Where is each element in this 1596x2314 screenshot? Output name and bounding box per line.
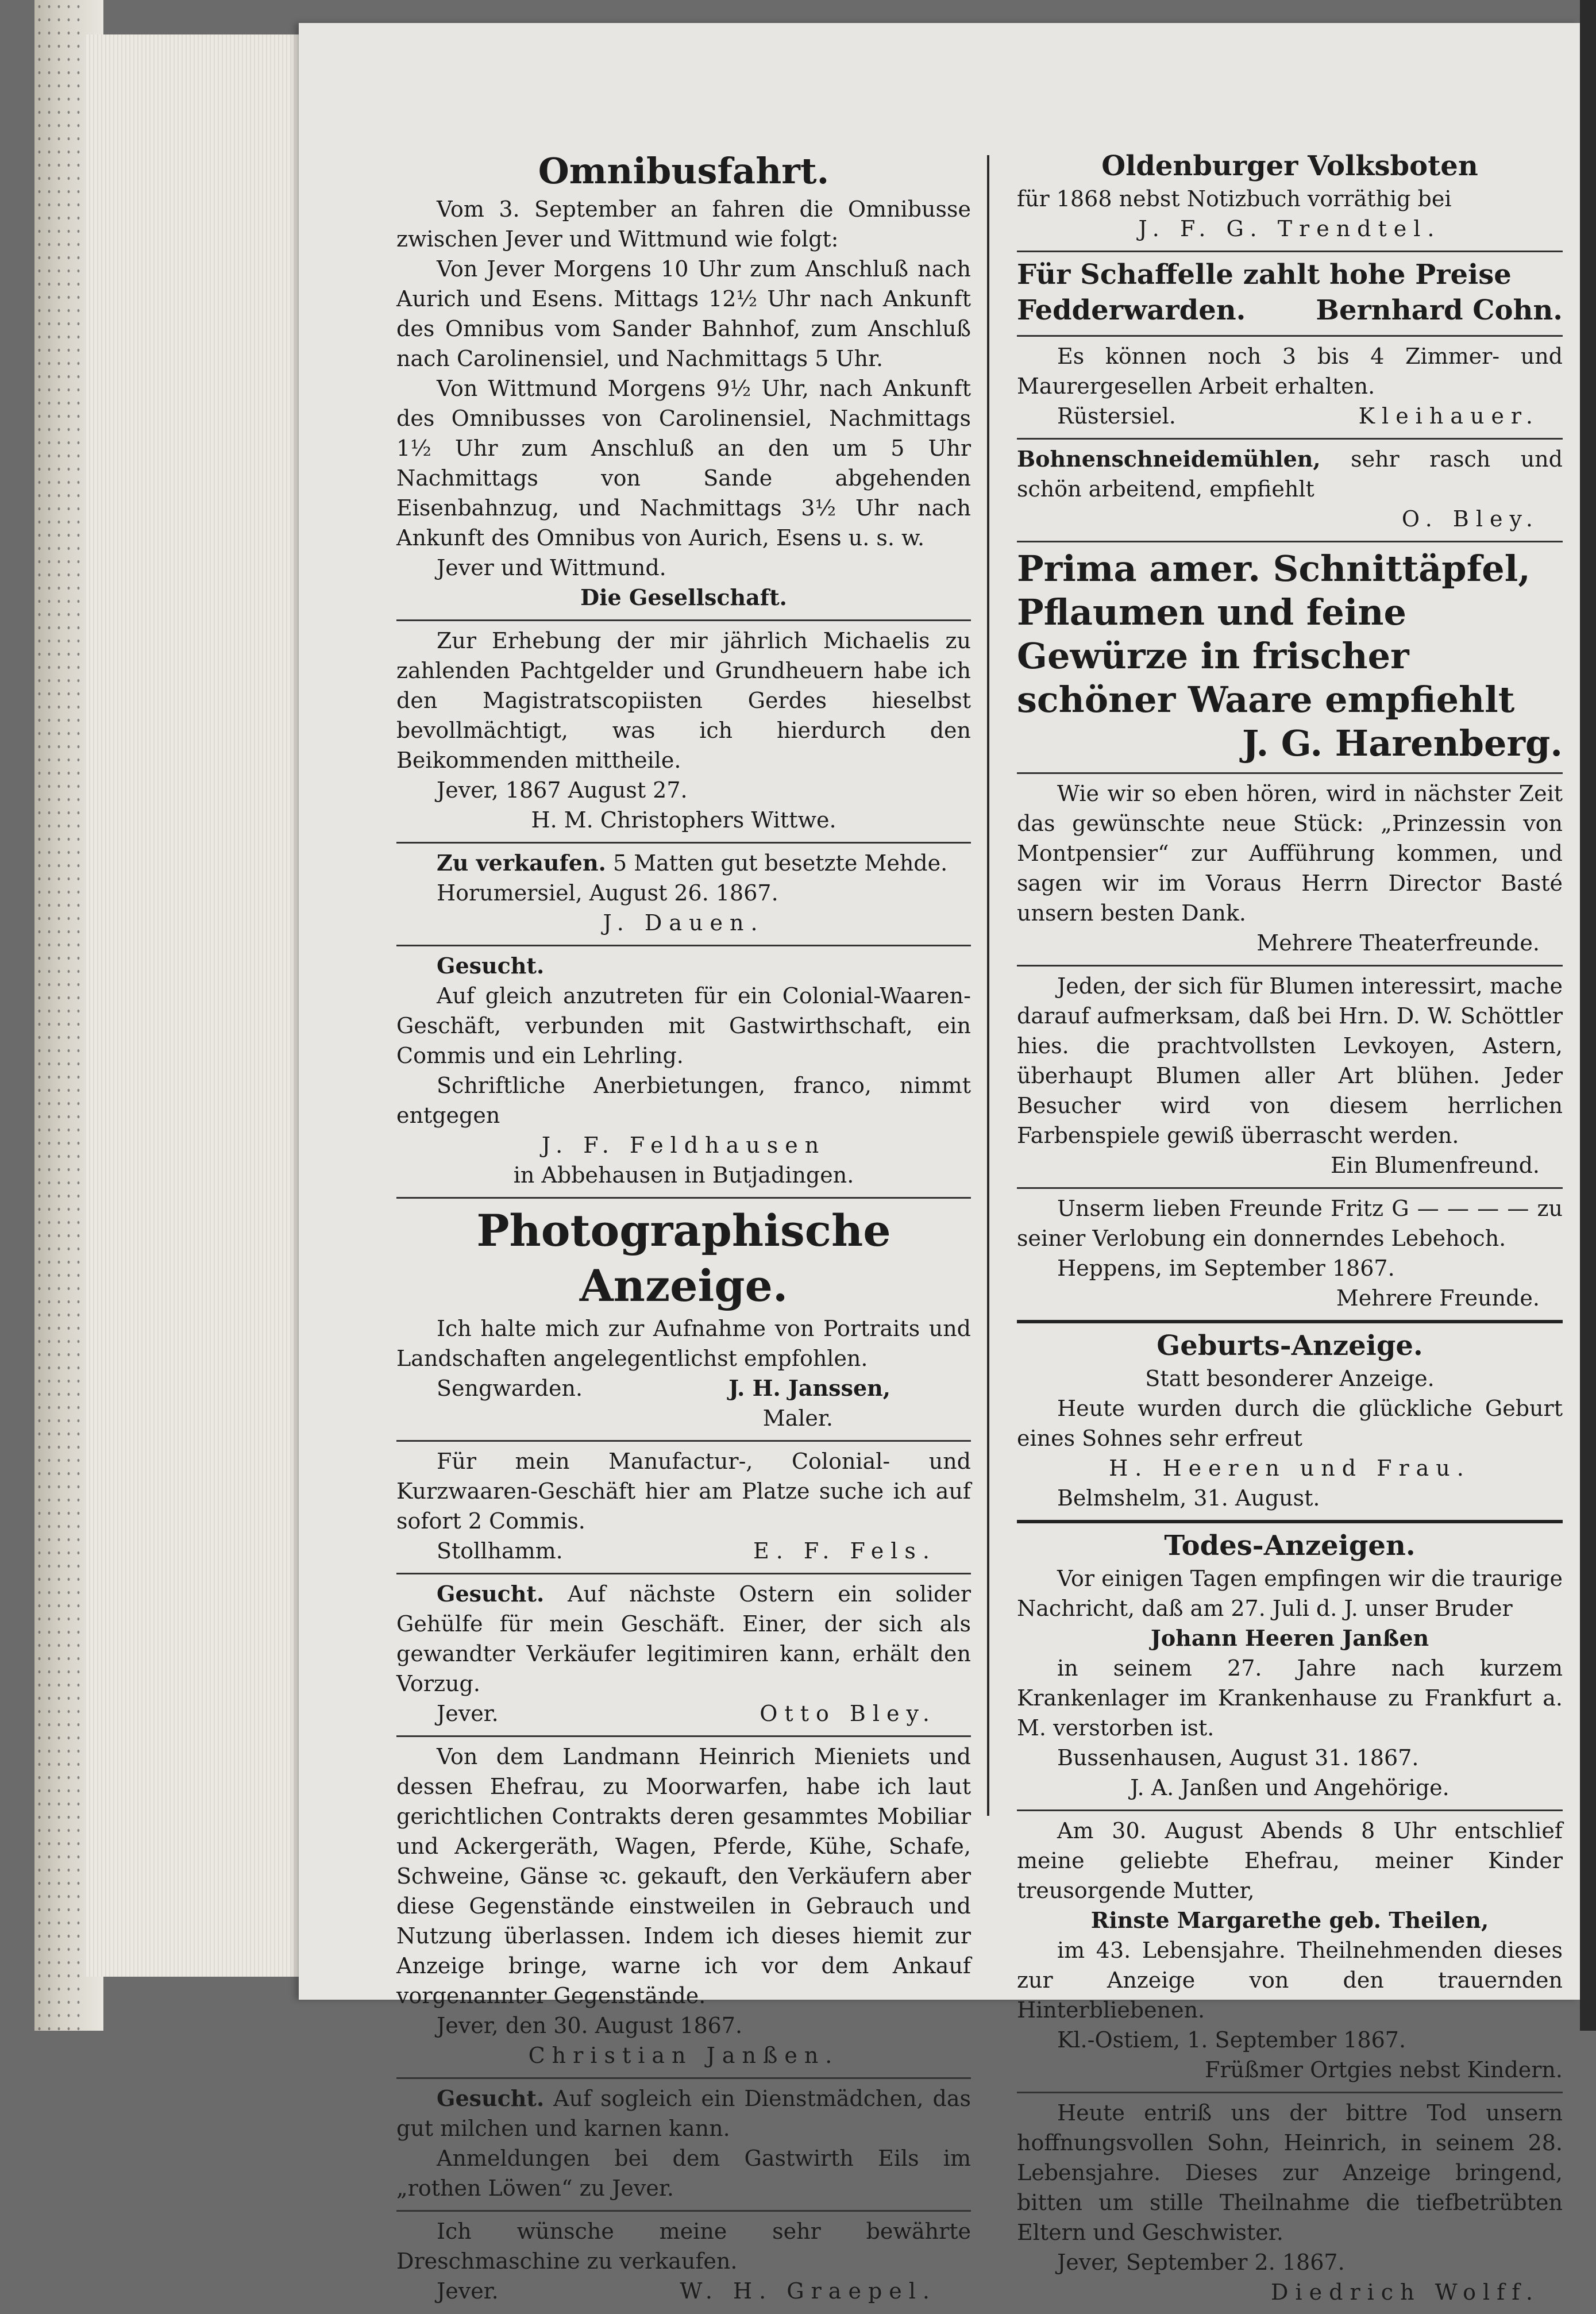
- schaffelle-title: Für Schaffelle zahlt hohe Preise: [1017, 259, 1512, 291]
- rinste-text2: im 43. Lebensjahre. Theilnehmenden dieses zur Anzeige von den trauernden Hinterbliebenen.: [1017, 1938, 1563, 2023]
- omnibus-place: Jever und Wittmund.: [437, 555, 666, 580]
- ad-dresch: [396, 2212, 971, 2313]
- ad-gesucht-maedchen: [396, 2079, 971, 2212]
- verkaufen-place: Horumersiel, August 26. 1867.: [437, 880, 778, 906]
- commis-signature: E. F. Fels.: [753, 1538, 936, 1564]
- todes-title: Todes-Anzeigen.: [1164, 1530, 1416, 1562]
- prima-title: Prima amer. Schnittäpfel, Pflaumen und feine Gewürze in frischer schöner Waare empfiehlt: [1017, 548, 1531, 721]
- ad-commis: [396, 1442, 971, 1574]
- landmann-signature: Christian Janßen.: [528, 2043, 839, 2068]
- bohnen-signature: O. Bley.: [1401, 506, 1540, 532]
- pacht-text: Zur Erhebung der mir jährlich Michaelis zu zahlenden Pachtgelder und Grundheuern habe ich den Magistratscopiisten Gerdes hieselbst bevollmächtigt, was ich hierdurch den Beikommenden mittheile.: [396, 628, 971, 773]
- rinste-text: Am 30. August Abends 8 Uhr entschlief meine geliebte Ehefrau, meiner Kinder treusorgende Mutter,: [1017, 1818, 1563, 1903]
- heinrich-signature: Diedrich Wolff.: [1271, 2280, 1540, 2305]
- prima-signature: J. G. Harenberg.: [1242, 722, 1563, 764]
- pacht-signature: H. M. Christophers Wittwe.: [531, 807, 836, 833]
- todes-name: Johann Heeren Janßen: [1150, 1625, 1429, 1651]
- ad-bohnen: [1017, 440, 1563, 542]
- omnibus-text: Von Wittmund Morgens 9½ Uhr, nach Ankunft des Omnibusses von Carolinensiel, Nachmittags 1½ Uhr zum Anschluß an den um 5 Uhr Nachmittags von Sande abgehenden Eisenbahnzug, und Nachmittags 3½ Uhr nach Ankunft des Omnibus von Aurich, Esens u. s. w.: [396, 376, 971, 550]
- gesucht2-head: Gesucht.: [437, 1581, 545, 1607]
- verkaufen-head: Zu verkaufen.: [437, 850, 606, 876]
- omnibus-signature: Die Gesellschaft.: [580, 584, 787, 610]
- ad-todes: [1017, 1523, 1563, 1811]
- ad-geburt: [1017, 1323, 1563, 1523]
- heinrich-text: Heute entriß uns der bittre Tod unsern hoffnungsvollen Sohn, Heinrich, in seinem 28. Lebensjahre. Dieses zur Anzeige bringend, bitten um stille Theilnahme die tiefbetrübten Eltern und Geschwister.: [1017, 2100, 1563, 2245]
- ad-gesucht-commis: [396, 946, 971, 1199]
- ad-pacht: [396, 621, 971, 844]
- volksbote-title: Oldenburger Volksboten: [1101, 150, 1478, 182]
- photo-text: Ich halte mich zur Aufnahme von Portraits und Landschaften angelegentlichst empfohlen.: [396, 1316, 971, 1371]
- zimmer-place: Rüstersiel.: [1057, 403, 1176, 429]
- ad-blumen: [1017, 967, 1563, 1189]
- fritz-signature: Mehrere Freunde.: [1336, 1285, 1540, 1311]
- ad-volksbote: [1017, 144, 1563, 252]
- rinste-signature: Früßmer Ortgies nebst Kindern.: [1205, 2057, 1563, 2082]
- theater-signature: Mehrere Theaterfreunde.: [1256, 930, 1540, 956]
- speckled-edge: [34, 0, 86, 2031]
- gesucht1-text: Auf gleich anzutreten für ein Colonial-Waaren-Geschäft, verbunden mit Gastwirthschaft, ein Commis und ein Lehrling.: [396, 983, 971, 1068]
- theater-text: Wie wir so eben hören, wird in nächster Zeit das gewünschte neue Stück: „Prinzessin von Montpensier“ zur Aufführung kommen, und sagen wir im Voraus Herrn Director Basté unsern besten Dank.: [1017, 781, 1563, 926]
- ad-heinrich: [1017, 2093, 1563, 2314]
- photo-title: Photographische Anzeige.: [476, 1205, 891, 1311]
- commis-place: Stollhamm.: [437, 1538, 563, 1564]
- photo-signature: J. H. Janssen,: [728, 1375, 890, 1401]
- ad-prima: [1017, 542, 1563, 774]
- gesucht3-text: Auf sogleich ein Dienstmädchen, das gut milchen und karnen kann.: [396, 2086, 971, 2141]
- dresch-place: Jever.: [437, 2278, 499, 2304]
- blumen-text: Jeden, der sich für Blumen interessirt, mache darauf aufmerksam, daß bei Hrn. D. W. Schöttler hies. die prachtvollsten Levkoyen, Astern, überhaupt Blumen aller Art blühen. Jeder Besucher wird von diesem herrlichen Farbenspiele gewiß überrascht werden.: [1017, 973, 1563, 1148]
- page-stack: [86, 34, 316, 1977]
- geburt-signature: H. Heeren und Frau.: [1109, 1456, 1471, 1481]
- landmann-text: Von dem Landmann Heinrich Mieniets und dessen Ehefrau, zu Moorwarfen, habe ich laut gerichtlichen Contrakts deren gesammtes Mobiliar und Ackergeräth, Wagen, Pferde, Kühe, Schafe, Schweine, Gänse ꝛc. gekauft, den Verkäufern aber diese Gegenstände einstweilen in Gebrauch und Nutzung überlassen. Indem ich dieses hiemit zur Anzeige bringe, warne ich vor dem Ankauf vorgenannter Gegenstände.: [396, 1744, 971, 2008]
- ad-landmann: [396, 1737, 971, 2079]
- verkaufen-signature: J. Dauen.: [603, 910, 765, 935]
- todes-text2: in seinem 27. Jahre nach kurzem Krankenlager im Krankenhause zu Frankfurt a. M. verstorben ist.: [1017, 1655, 1563, 1741]
- ad-photo: [396, 1199, 971, 1442]
- geburt-title: Geburts-Anzeige.: [1156, 1330, 1423, 1362]
- ad-zimmer: [1017, 337, 1563, 440]
- verkaufen-text: 5 Matten gut besetzte Mehde.: [612, 850, 948, 876]
- rinste-name: Rinste Margarethe geb. Theilen,: [1090, 1907, 1489, 1933]
- todes-signature: J. A. Janßen und Angehörige.: [1130, 1775, 1449, 1800]
- ad-verkaufen: [396, 844, 971, 946]
- ad-omnibus: [396, 144, 971, 621]
- ad-schaffelle: [1017, 252, 1563, 337]
- column-divider: [987, 155, 989, 1816]
- gesucht2-place: Jever.: [437, 1701, 499, 1726]
- gesucht2-text: Auf nächste Ostern ein solider Gehülfe für mein Geschäft. Einer, der sich als gewandter Verkäufer legitimiren kann, erhält den Vorzug.: [396, 1581, 971, 1696]
- zimmer-signature: Kleihauer.: [1358, 403, 1540, 429]
- zimmer-text: Es können noch 3 bis 4 Zimmer- und Maurergesellen Arbeit erhalten.: [1017, 344, 1563, 399]
- ad-rinste: [1017, 1811, 1563, 2093]
- omnibus-text: Vom 3. September an fahren die Omnibusse zwischen Jever und Wittmund wie folgt:: [396, 197, 971, 252]
- bohnen-head: Bohnenschneidemühlen,: [1017, 446, 1321, 472]
- bohnen-text: sehr rasch und schön arbeitend, empfiehlt: [1017, 446, 1563, 502]
- gesucht1-head: Gesucht.: [437, 953, 545, 979]
- ad-theater: [1017, 774, 1563, 967]
- blumen-signature: Ein Blumenfreund.: [1330, 1153, 1540, 1178]
- geburt-text: Heute wurden durch die glückliche Geburt eines Sohnes sehr erfreut: [1017, 1396, 1563, 1451]
- gesucht1-signature: J. F. Feldhausen: [541, 1133, 826, 1158]
- heinrich-place: Jever, September 2. 1867.: [1057, 2250, 1345, 2275]
- gesucht3-head: Gesucht.: [437, 2085, 545, 2111]
- rinste-place: Kl.-Ostiem, 1. September 1867.: [1057, 2027, 1406, 2053]
- todes-place: Bussenhausen, August 31. 1867.: [1057, 1745, 1419, 1770]
- gesucht1-place: in Abbehausen in Butjadingen.: [513, 1162, 854, 1188]
- dresch-text: Ich wünsche meine sehr bewährte Dreschmaschine zu verkaufen.: [396, 2219, 971, 2274]
- landmann-place: Jever, den 30. August 1867.: [437, 2013, 743, 2038]
- commis-text: Für mein Manufactur-, Colonial- und Kurzwaaren-Geschäft hier am Platze suche ich auf sofort 2 Commis.: [396, 1449, 971, 1534]
- volksbote-text: für 1868 nebst Notizbuch vorräthig bei: [1017, 186, 1452, 211]
- ad-fritz: [1017, 1189, 1563, 1323]
- volksbote-signature: J. F. G. Trendtel.: [1138, 216, 1441, 241]
- fritz-text: Unserm lieben Freunde Fritz G — — — — zu seiner Verlobung ein donnerndes Lebehoch.: [1017, 1196, 1563, 1251]
- omnibus-title: Omnibusfahrt.: [538, 150, 830, 192]
- scan-border: [1580, 0, 1596, 2031]
- geburt-place: Belmshelm, 31. August.: [1057, 1485, 1320, 1511]
- photo-place: Sengwarden.: [437, 1376, 583, 1401]
- left-column: [396, 144, 971, 2313]
- geburt-sub: Statt besonderer Anzeige.: [1145, 1366, 1435, 1391]
- fritz-place: Heppens, im September 1867.: [1057, 1256, 1395, 1281]
- gesucht2-signature: Otto Bley.: [760, 1701, 936, 1726]
- dresch-signature: W. H. Graepel.: [680, 2278, 936, 2304]
- gesucht1-text2: Schriftliche Anerbietungen, franco, nimmt entgegen: [396, 1073, 971, 1128]
- photo-role: Maler.: [762, 1406, 833, 1431]
- schaffelle-place: Fedderwarden.: [1017, 294, 1246, 326]
- todes-text: Vor einigen Tagen empfingen wir die traurige Nachricht, daß am 27. Juli d. J. unser Bruder: [1017, 1566, 1563, 1621]
- ad-gesucht-gehuelfe: [396, 1574, 971, 1737]
- gesucht3-text2: Anmeldungen bei dem Gastwirth Eils im „rothen Löwen“ zu Jever.: [396, 2146, 971, 2201]
- right-column: [1017, 144, 1563, 2314]
- schaffelle-signature: Bernhard Cohn.: [1316, 294, 1563, 326]
- omnibus-text: Von Jever Morgens 10 Uhr zum Anschluß nach Aurich und Esens. Mittags 12½ Uhr nach Ankunft des Omnibus vom Sander Bahnhof, zum Anschluß nach Carolinensiel, und Nachmittags 5 Uhr.: [396, 256, 971, 371]
- pacht-place: Jever, 1867 August 27.: [437, 777, 688, 803]
